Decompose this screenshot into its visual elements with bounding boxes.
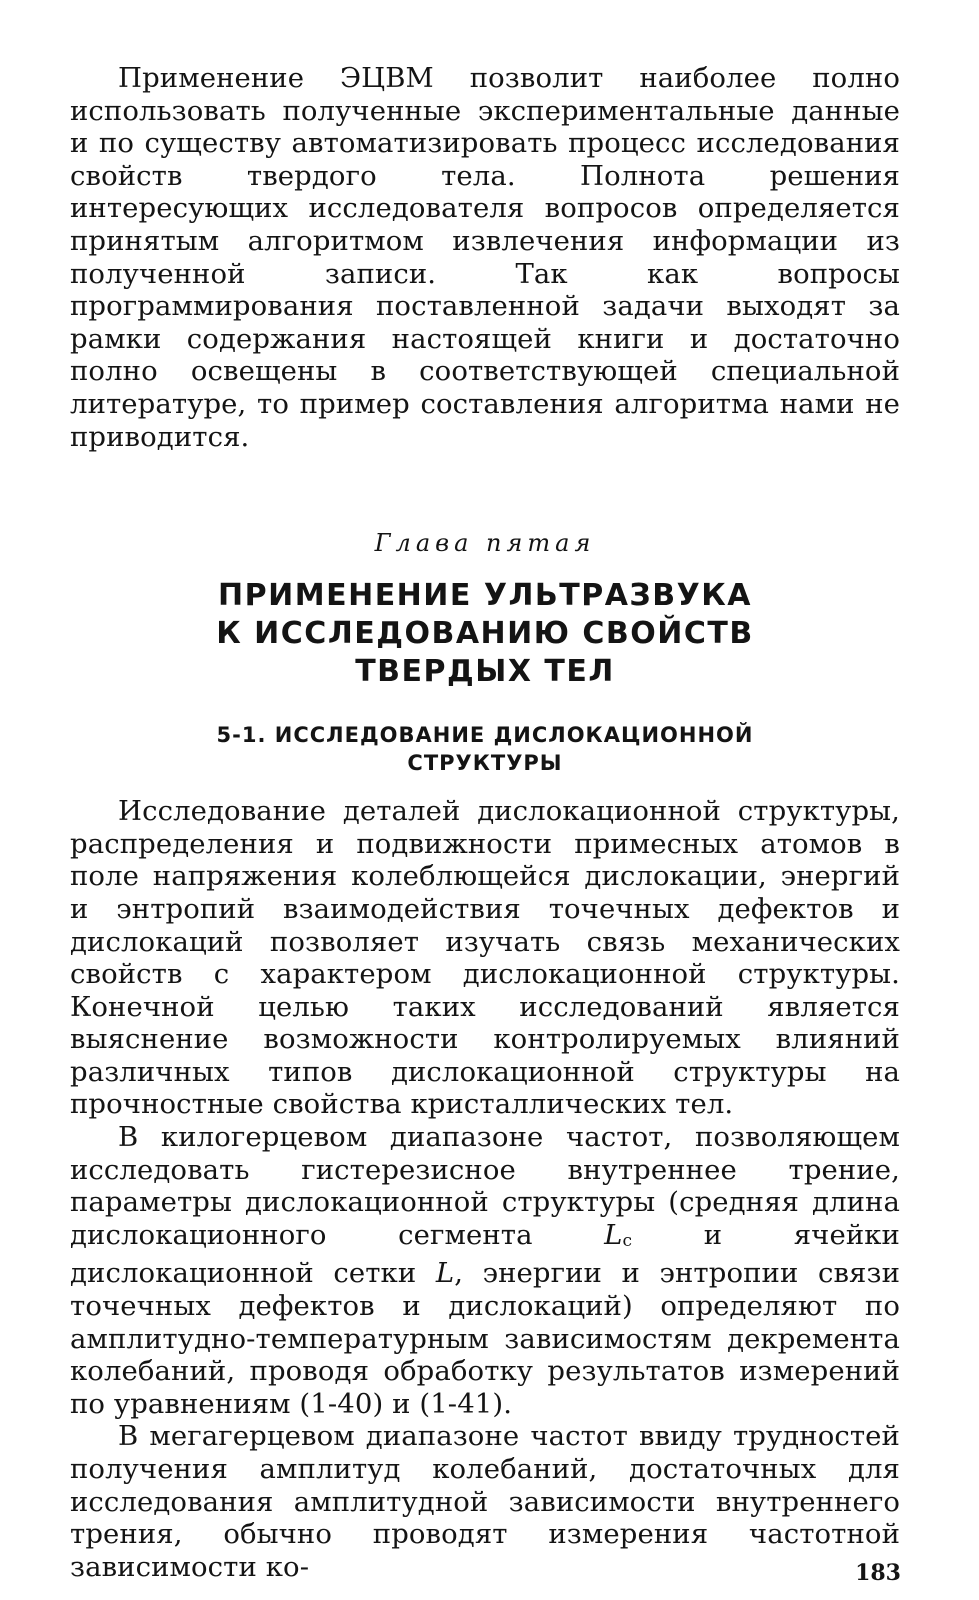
page-number: 183 — [855, 1560, 901, 1586]
section-title — [70, 721, 900, 777]
section-title-line-2: СТРУКТУРЫ — [407, 751, 563, 776]
paragraph-2-part-b: и ячейки дислокационной сетки — [70, 1218, 900, 1290]
intro-paragraph: Применение ЭЦВМ позволит наиболее полно использовать полученные экспериментальные данные и по существу автоматизировать процесс исследования свойств твердого тела. Полнота решения интересующих исследователя вопросов определяется принятым алгоритмом извлечения информации из полученной записи. Так как вопросы программирования поставленной задачи выходят за рамки содержания настоящей книги и достаточно полно освещены в соответствующей специальной литературе, то пример составления алгоритма нами не приводится. — [70, 62, 900, 453]
paragraph-2 — [70, 1121, 900, 1420]
paragraph-2-part-a: В килогерцевом диапазоне частот, позволяющем исследовать гистерезисное внутреннее трение, параметры дислокационной структуры (средняя длина дислокационного сегмента — [70, 1121, 900, 1251]
variable-cell-size: L — [435, 1257, 455, 1290]
variable-segment-length-subscript: c — [622, 1230, 633, 1251]
variable-segment-length-symbol: L — [604, 1218, 623, 1251]
chapter-label: Глава пятая — [374, 529, 596, 558]
page-body — [70, 62, 900, 1583]
chapter-title-line-1: ПРИМЕНЕНИЕ УЛЬТРАЗВУКА — [218, 578, 752, 614]
paragraph-3: В мегагерцевом диапазоне частот ввиду трудностей получения амплитуд колебаний, достаточных для исследования амплитудной зависимости внутреннего трения, обычно проводят измерения частотной зависимости ко- — [70, 1420, 900, 1583]
paragraph-1: Исследование деталей дислокационной структуры, распределения и подвижности примесных атомов в поле напряжения колеблющейся дислокации, энергий и энтропий взаимодействия точечных дефектов и дислокаций позволяет изучать связь механических свойств с характером дислокационной структуры. Конечной целью таких исследований является выяснение возможности контролируемых влияний различных типов дислокационной структуры на прочностные свойства кристаллических тел. — [70, 795, 900, 1121]
chapter-title-line-3: ТВЕРДЫХ ТЕЛ — [355, 654, 615, 690]
chapter-title-line-2: К ИССЛЕДОВАНИЮ СВОЙСТВ — [216, 616, 754, 652]
chapter-title — [70, 577, 900, 691]
variable-segment-length — [604, 1219, 632, 1251]
paragraph-2-part-c: , энергии и энтропии связи точечных дефектов и дислокаций) определяют по амплитудно-температурным зависимостям декремента колебаний, проводя обработку результатов измерений по уравнениям (1-40) и (1-41). — [70, 1257, 901, 1420]
section-title-line-1: 5-1. ИССЛЕДОВАНИЕ ДИСЛОКАЦИОННОЙ — [216, 723, 754, 748]
